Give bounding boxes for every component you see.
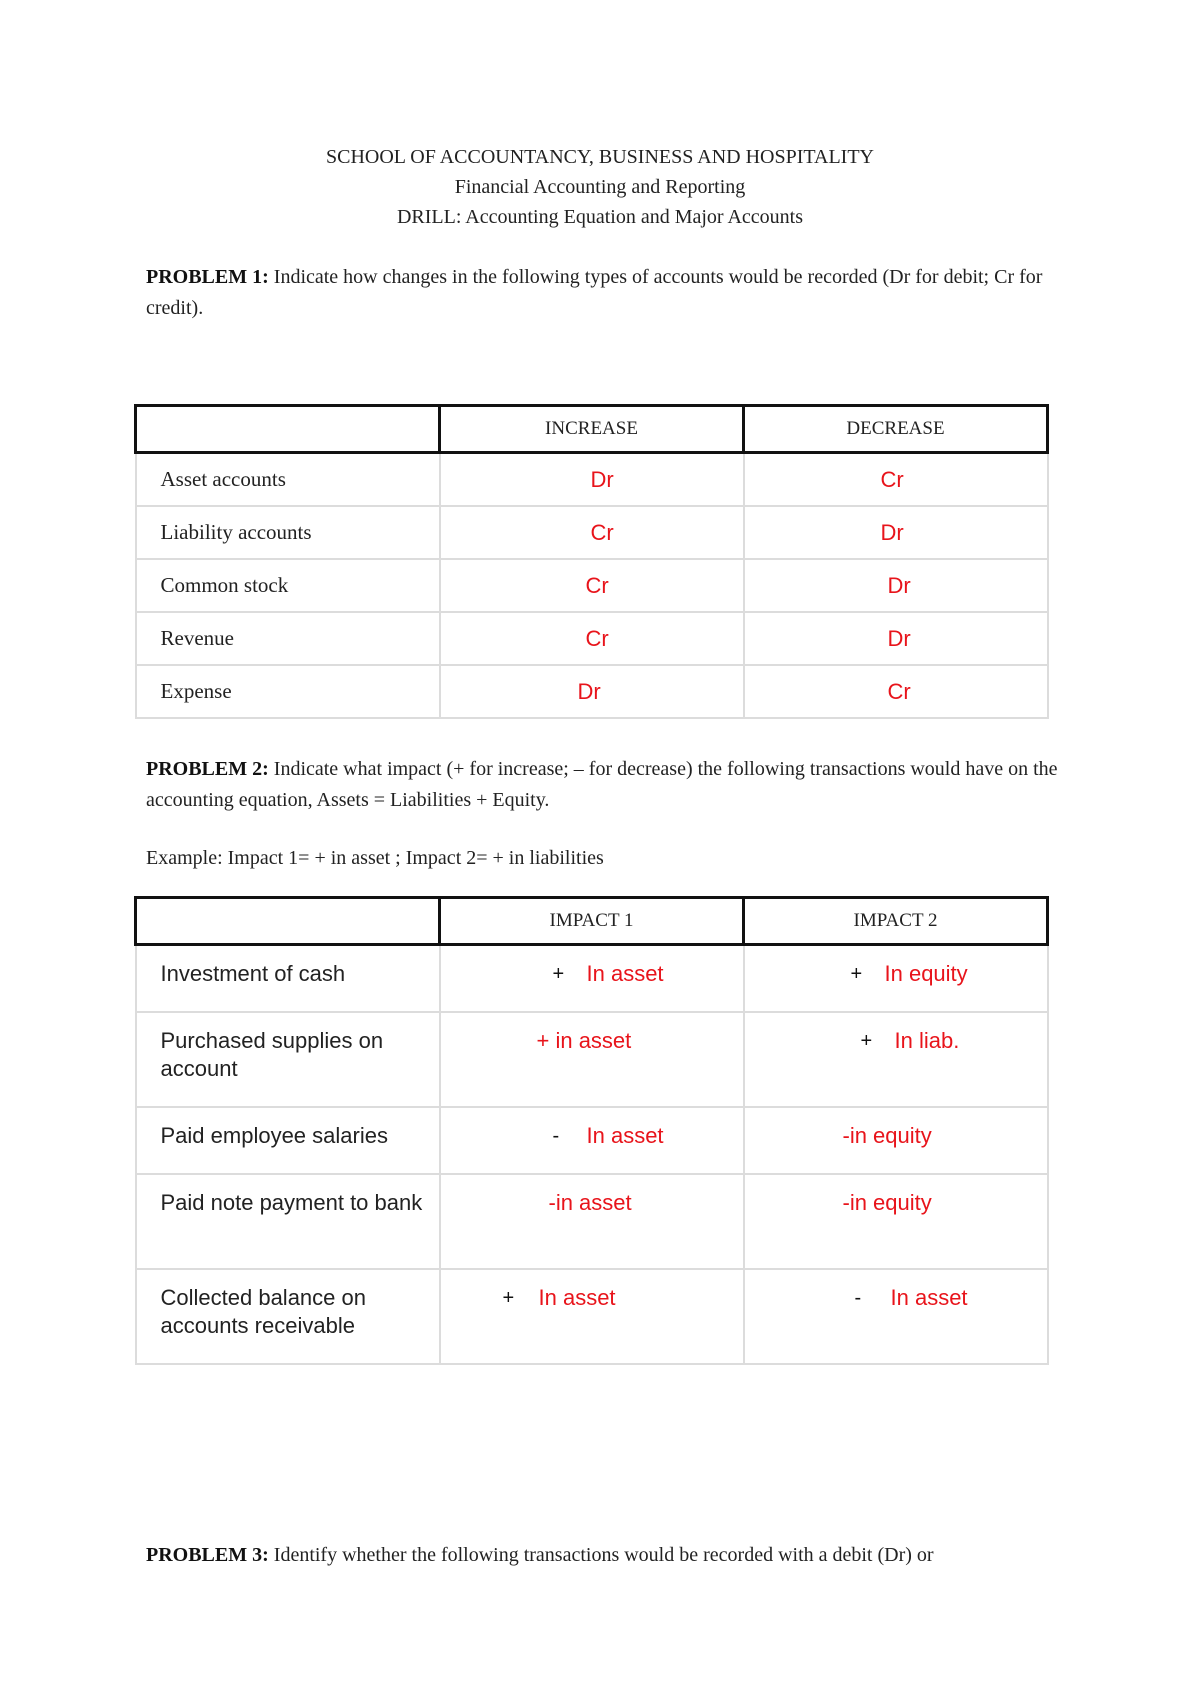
increase-answer: Cr <box>440 506 744 559</box>
account-name: Expense <box>136 665 440 718</box>
header-blank-cell <box>136 898 440 945</box>
school-title: SCHOOL OF ACCOUNTANCY, BUSINESS AND HOSPITALITY <box>326 146 874 168</box>
impact2-answer: In asset <box>890 1285 968 1310</box>
impact1-answer: + in asset <box>536 1028 632 1053</box>
impact2-sign: + <box>860 1030 873 1052</box>
decrease-answer: Dr <box>744 506 1048 559</box>
table-row <box>136 1174 1048 1269</box>
table-row <box>136 1107 1048 1174</box>
table-row <box>136 945 1048 1013</box>
increase-answer: Dr <box>440 453 744 507</box>
impact2-sign: + <box>850 963 863 985</box>
header-decrease: DECREASE <box>744 406 1048 453</box>
account-name: Common stock <box>136 559 440 612</box>
problem2-instructions <box>146 754 1066 816</box>
impact2-answer: -in equity <box>842 1190 932 1215</box>
account-name: Asset accounts <box>136 453 440 507</box>
impact1-answer: -in asset <box>548 1190 632 1215</box>
impact2-answer: In liab. <box>894 1028 960 1053</box>
table-row <box>136 559 1048 612</box>
decrease-answer: Cr <box>744 453 1048 507</box>
problem2-text: Indicate what impact (+ for increase; – for decrease) the following transactions would have on the accounting equation, Assets = Liabilities + Equity. <box>146 758 1058 811</box>
impact2-sign: - <box>854 1287 862 1309</box>
problem3-label: PROBLEM 3: <box>146 1544 269 1566</box>
transaction-name: Collected balance on accounts receivable <box>136 1269 440 1364</box>
problem3-instructions <box>146 1540 1066 1571</box>
account-name: Liability accounts <box>136 506 440 559</box>
impact1-sign: - <box>552 1125 560 1147</box>
increase-answer: Dr <box>440 665 744 718</box>
drill-title: DRILL: Accounting Equation and Major Accounts <box>396 206 804 228</box>
transaction-name: Purchased supplies on account <box>136 1012 440 1107</box>
increase-answer: Cr <box>440 612 744 665</box>
impact2-answer: -in equity <box>842 1123 932 1148</box>
header-impact2: IMPACT 2 <box>744 898 1048 945</box>
decrease-answer: Dr <box>744 559 1048 612</box>
impact1-answer: In asset <box>586 1123 664 1148</box>
impact1-sign: + <box>502 1287 515 1309</box>
problem3-text: Identify whether the following transactions would be recorded with a debit (Dr) or <box>268 1544 934 1566</box>
impact1-answer: In asset <box>586 961 664 986</box>
problem1-text: Indicate how changes in the following types of accounts would be recorded (Dr for debit; Cr for credit). <box>146 266 1043 319</box>
transaction-name: Paid note payment to bank <box>136 1174 440 1269</box>
problem2-table <box>134 896 1049 1365</box>
table-row <box>136 506 1048 559</box>
problem1-table <box>134 404 1049 719</box>
decrease-answer: Cr <box>744 665 1048 718</box>
impact1-sign: + <box>552 963 565 985</box>
problem2-example: Example: Impact 1= + in asset ; Impact 2= + in liabilities <box>146 847 604 869</box>
table-row <box>136 1269 1048 1364</box>
table-row <box>136 612 1048 665</box>
problem1-instructions <box>146 262 1066 324</box>
decrease-answer: Dr <box>744 612 1048 665</box>
table-row <box>136 1012 1048 1107</box>
table-row <box>136 665 1048 718</box>
table-row <box>136 453 1048 507</box>
problem2-header-row <box>136 898 1048 945</box>
problem2-label: PROBLEM 2: <box>146 758 269 780</box>
transaction-name: Investment of cash <box>136 945 440 1013</box>
transaction-name: Paid employee salaries <box>136 1107 440 1174</box>
impact1-answer: In asset <box>538 1285 616 1310</box>
header-impact1: IMPACT 1 <box>440 898 744 945</box>
impact2-answer: In equity <box>884 961 968 986</box>
header-blank-cell <box>136 406 440 453</box>
header-increase: INCREASE <box>440 406 744 453</box>
problem1-header-row <box>136 406 1048 453</box>
problem1-label: PROBLEM 1: <box>146 266 269 288</box>
increase-answer: Cr <box>440 559 744 612</box>
course-title: Financial Accounting and Reporting <box>454 176 746 198</box>
account-name: Revenue <box>136 612 440 665</box>
